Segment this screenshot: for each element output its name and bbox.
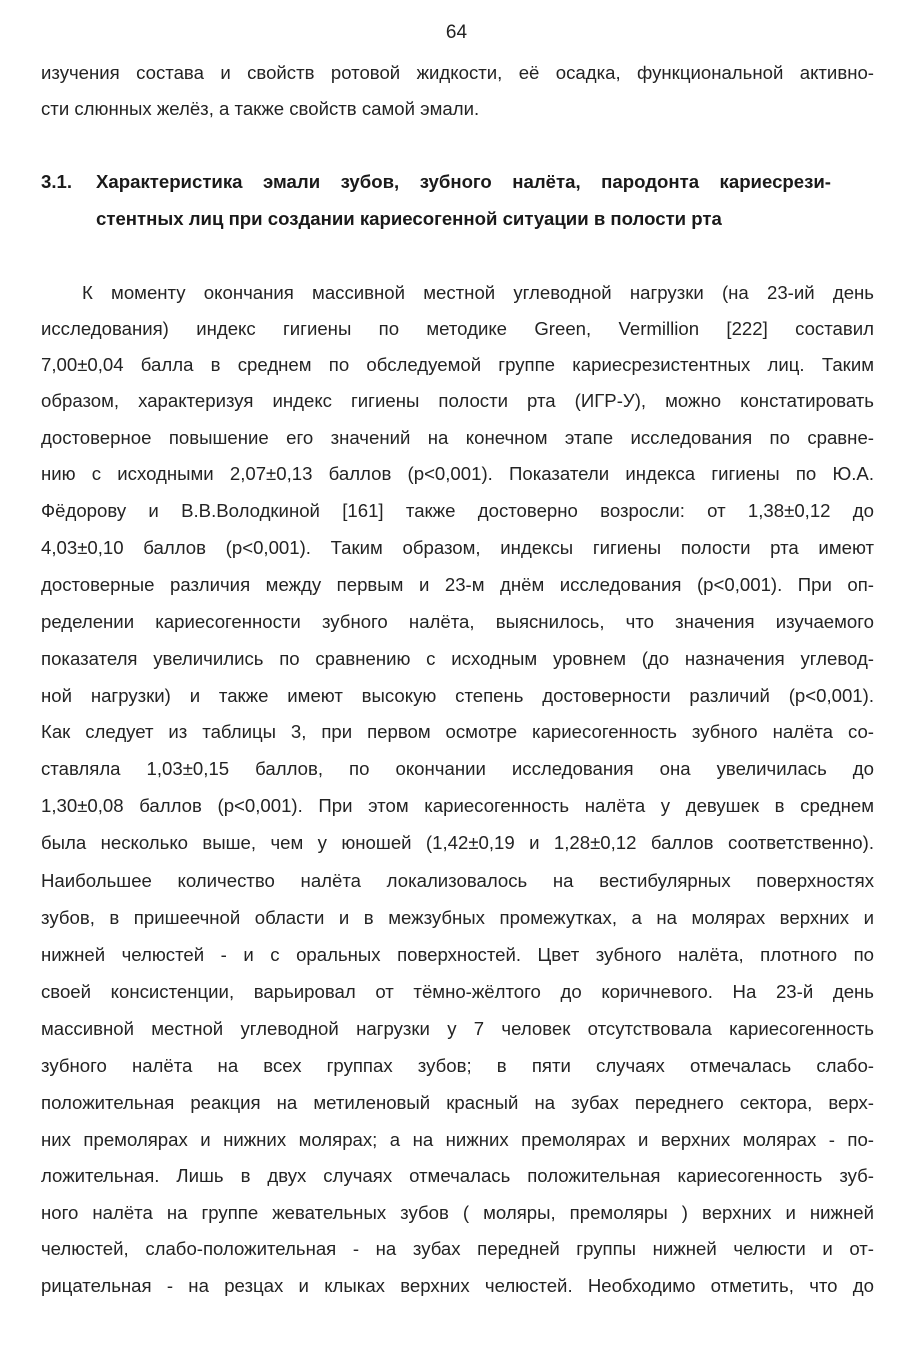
section-number: 3.1. bbox=[41, 171, 73, 192]
body-line: ставляла 1,03±0,15 баллов, по окончании исследования она увеличилась до bbox=[41, 758, 874, 779]
intro-line: сти слюнных желёз, а также свойств самой эмали. bbox=[41, 98, 480, 119]
body-line: достоверные различия между первым и 23-м днём исследования (р<0,001). При оп- bbox=[41, 574, 874, 595]
body-line: зубов, в пришеечной области и в межзубных промежутках, а на молярах верхних и bbox=[41, 907, 874, 928]
body-line: показателя увеличились по сравнению с исходным уровнем (до назначения углевод- bbox=[41, 648, 874, 669]
section-title-line: стентных лиц при создании кариесогенной ситуации в полости рта bbox=[96, 208, 722, 229]
body-line: ределении кариесогенности зубного налёта, выяснилось, что значения изучаемого bbox=[41, 611, 874, 632]
body-line: исследования) индекс гигиены по методике Green, Vermillion [222] составил bbox=[41, 318, 874, 339]
intro-line: изучения состава и свойств ротовой жидкости, её осадка, функциональной активно- bbox=[41, 62, 874, 83]
body-line: них премолярах и нижних молярах; а на нижних премолярах и верхних молярах - по- bbox=[41, 1129, 874, 1150]
body-line: массивной местной углеводной нагрузки у 7 человек отсутствовала кариесогенность bbox=[41, 1018, 874, 1039]
body-line: Как следует из таблицы 3, при первом осмотре кариесогенность зубного налёта со- bbox=[41, 721, 874, 742]
body-line: зубного налёта на всех группах зубов; в пяти случаях отмечалась слабо- bbox=[41, 1055, 874, 1076]
body-line: была несколько выше, чем у юношей (1,42±0,19 и 1,28±0,12 баллов соответственно). bbox=[41, 832, 874, 853]
body-line: челюстей, слабо-положительная - на зубах передней группы нижней челюсти и от- bbox=[41, 1238, 874, 1259]
body-line: ного налёта на группе жевательных зубов ( моляры, премоляры ) верхних и нижней bbox=[41, 1202, 874, 1223]
body-line: 4,03±0,10 баллов (р<0,001). Таким образом, индексы гигиены полости рта имеют bbox=[41, 537, 874, 558]
body-line: нижней челюстей - и с оральных поверхностей. Цвет зубного налёта, плотного по bbox=[41, 944, 874, 965]
section-title-line: Характеристика эмали зубов, зубного налёта, пародонта кариесрези- bbox=[96, 171, 831, 192]
body-line: 7,00±0,04 балла в среднем по обследуемой группе кариесрезистентных лиц. Таким bbox=[41, 354, 874, 375]
body-line: К моменту окончания массивной местной углеводной нагрузки (на 23-ий день bbox=[82, 282, 874, 303]
body-line: Фёдорову и В.В.Володкиной [161] также достоверно возросли: от 1,38±0,12 до bbox=[41, 500, 874, 521]
body-line: нию с исходными 2,07±0,13 баллов (р<0,001). Показатели индекса гигиены по Ю.А. bbox=[41, 463, 874, 484]
body-line: достоверное повышение его значений на конечном этапе исследования по сравне- bbox=[41, 427, 874, 448]
body-line: образом, характеризуя индекс гигиены полости рта (ИГР-У), можно констатировать bbox=[41, 390, 874, 411]
page-number: 64 bbox=[445, 22, 468, 43]
body-line: своей консистенции, варьировал от тёмно-жёлтого до коричневого. На 23-й день bbox=[41, 981, 874, 1002]
body-line: ложительная. Лишь в двух случаях отмечалась положительная кариесогенность зуб- bbox=[41, 1165, 874, 1186]
body-line: Наибольшее количество налёта локализовалось на вестибулярных поверхностях bbox=[41, 870, 874, 891]
body-line: 1,30±0,08 баллов (р<0,001). При этом кариесогенность налёта у девушек в среднем bbox=[41, 795, 874, 816]
body-line: ной нагрузки) и также имеют высокую степень достоверности различий (р<0,001). bbox=[41, 685, 874, 706]
body-line: рицательная - на резцах и клыках верхних челюстей. Необходимо отметить, что до bbox=[41, 1275, 874, 1296]
body-line: положительная реакция на метиленовый красный на зубах переднего сектора, верх- bbox=[41, 1092, 874, 1113]
